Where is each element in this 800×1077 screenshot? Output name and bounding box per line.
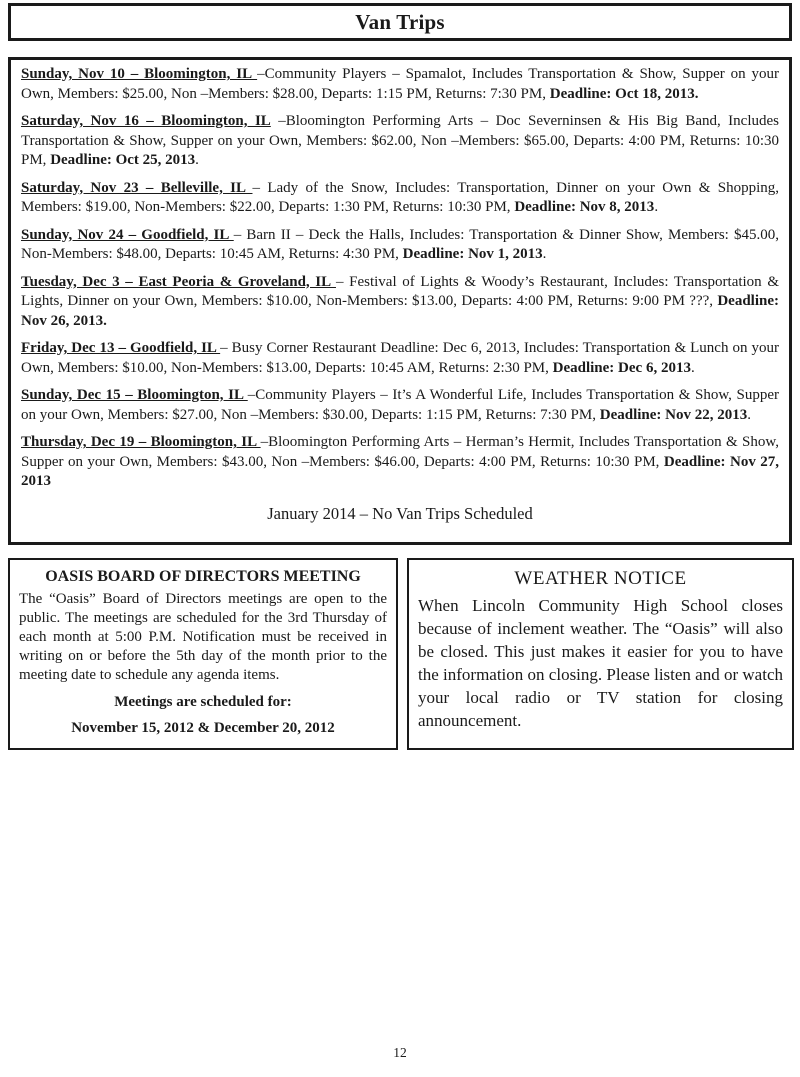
board-meeting-box — [8, 558, 398, 750]
trip-description: –Community Players – Spamalot, Includes Transportation & Show, Supper on your Own, Members: $25.00, Non –Members: $28.00, Departs: 1:15 PM, Returns: 7:30 PM, — [21, 66, 779, 102]
board-meeting-heading: OASIS BOARD OF DIRECTORS MEETING — [45, 568, 361, 585]
trip-tail: . — [690, 359, 695, 376]
trip-deadline: Deadline: Dec 6, 2013 — [552, 359, 691, 376]
trip-deadline: Deadline: Oct 25, 2013 — [50, 152, 196, 168]
trip-tail: . — [747, 406, 751, 423]
trip-description: –Bloomington Performing Arts – Doc Severninsen & His Big Band, Includes Transportation & Show, Supper on your Own, Members: $62.00, Non –Members: $65.00, Departs: 4:00 PM, Returns: 10:30 PM, — [21, 113, 779, 168]
trip-tail: . — [654, 199, 659, 215]
board-meeting-schedule-label: Meetings are scheduled for: — [114, 694, 292, 710]
page-title: Van Trips — [355, 9, 445, 34]
trip-title: Sunday, Dec 15 – Bloomington, IL — [21, 387, 248, 403]
trip-description: – Lady of the Snow, Includes: Transportation, Dinner on your Own & Shopping, Members: $19.00, Non-Members: $22.00, Departs: 1:30 PM, Returns: 10:30 PM, — [21, 179, 779, 215]
trip-title: Thursday, Dec 19 – Bloomington, IL — [21, 434, 261, 450]
trip-tail: . — [542, 246, 547, 262]
trip-title: Saturday, Nov 16 – Bloomington, IL — [21, 113, 271, 129]
no-trips-note: January 2014 – No Van Trips Scheduled — [267, 503, 533, 523]
weather-notice-box — [407, 558, 794, 750]
board-meeting-schedule-dates: November 15, 2012 & December 20, 2012 — [71, 720, 335, 736]
trip-entry — [21, 112, 779, 171]
trip-title: Tuesday, Dec 3 – East Peoria & Groveland, IL — [21, 273, 336, 290]
trip-entry — [21, 179, 779, 218]
page-number: 12 — [393, 1045, 407, 1060]
board-meeting-body: The “Oasis” Board of Directors meetings are open to the public. The meetings are scheduled for the 3rd Thursday of each month at 5:00 P.M. Notification must be received in writing on or before the 5th day of the month prior to the meeting date to schedule any agenda items. — [19, 591, 387, 683]
weather-notice-heading: WEATHER NOTICE — [514, 568, 687, 589]
trip-tail: . — [195, 152, 199, 168]
trip-entry — [21, 433, 779, 492]
trip-description: –Bloomington Performing Arts – Herman’s Hermit, Includes Transportation & Show, Supper on your Own, Members: $43.00, Non –Members: $46.00, Departs: 4:00 PM, Returns: 10:30 PM, — [21, 434, 779, 470]
trip-deadline: Deadline: Nov 26, 2013. — [21, 293, 779, 329]
trip-entry — [21, 339, 779, 378]
trip-description: –Community Players – It’s A Wonderful Life, Includes Transportation & Show, Supper on your Own, Members: $27.00, Non –Members: $30.00, Departs: 1:15 PM, Returns: 7:30 PM, — [21, 387, 780, 423]
trip-description: – Busy Corner Restaurant Deadline: Dec 6, 2013, Includes: Transportation & Lunch on your Own, Members: $10.00, Non-Members: $13.00, Departs: 10:45 AM, Returns: 2:30 PM, — [21, 340, 779, 376]
trip-title: Sunday, Nov 10 – Bloomington, IL — [21, 66, 258, 82]
trip-title: Saturday, Nov 23 – Belleville, IL — [21, 179, 253, 196]
trip-description: – Barn II – Deck the Halls, Includes: Transportation & Dinner Show, Members: $45.00, Non-Members: $48.00, Departs: 10:45 AM, Returns: 4:30 PM, — [21, 226, 780, 262]
trip-entry — [21, 386, 779, 425]
trip-deadline: Deadline: Nov 1, 2013 — [402, 246, 543, 262]
trip-title: Sunday, Nov 24 – Goodfield, IL — [21, 226, 234, 243]
trip-entry — [21, 226, 779, 265]
trip-deadline: Deadline: Nov 27, 2013 — [21, 453, 780, 489]
weather-notice-body: When Lincoln Community High School closes because of inclement weather. The “Oasis” will also be closed. This just makes it easier for you to have the information on closing. Please listen and or watch your local radio or TV station for closing announcement. — [418, 596, 783, 730]
van-trips-box — [8, 57, 792, 545]
trip-description: – Festival of Lights & Woody’s Restaurant, Includes: Transportation & Lights, Dinner on your Own, Members: $10.00, Non-Members: $13.00, Departs: 4:00 PM, Returns: 9:00 PM ???, — [21, 273, 779, 309]
trip-entry — [21, 273, 779, 332]
trip-deadline: Deadline: Oct 18, 2013. — [549, 85, 699, 102]
trip-list — [21, 65, 779, 492]
trip-deadline: Deadline: Nov 8, 2013 — [514, 199, 655, 215]
trip-deadline: Deadline: Nov 22, 2013 — [599, 406, 748, 423]
trip-title: Friday, Dec 13 – Goodfield, IL — [21, 340, 221, 356]
trip-entry — [21, 65, 779, 104]
page-title-box — [8, 3, 792, 41]
